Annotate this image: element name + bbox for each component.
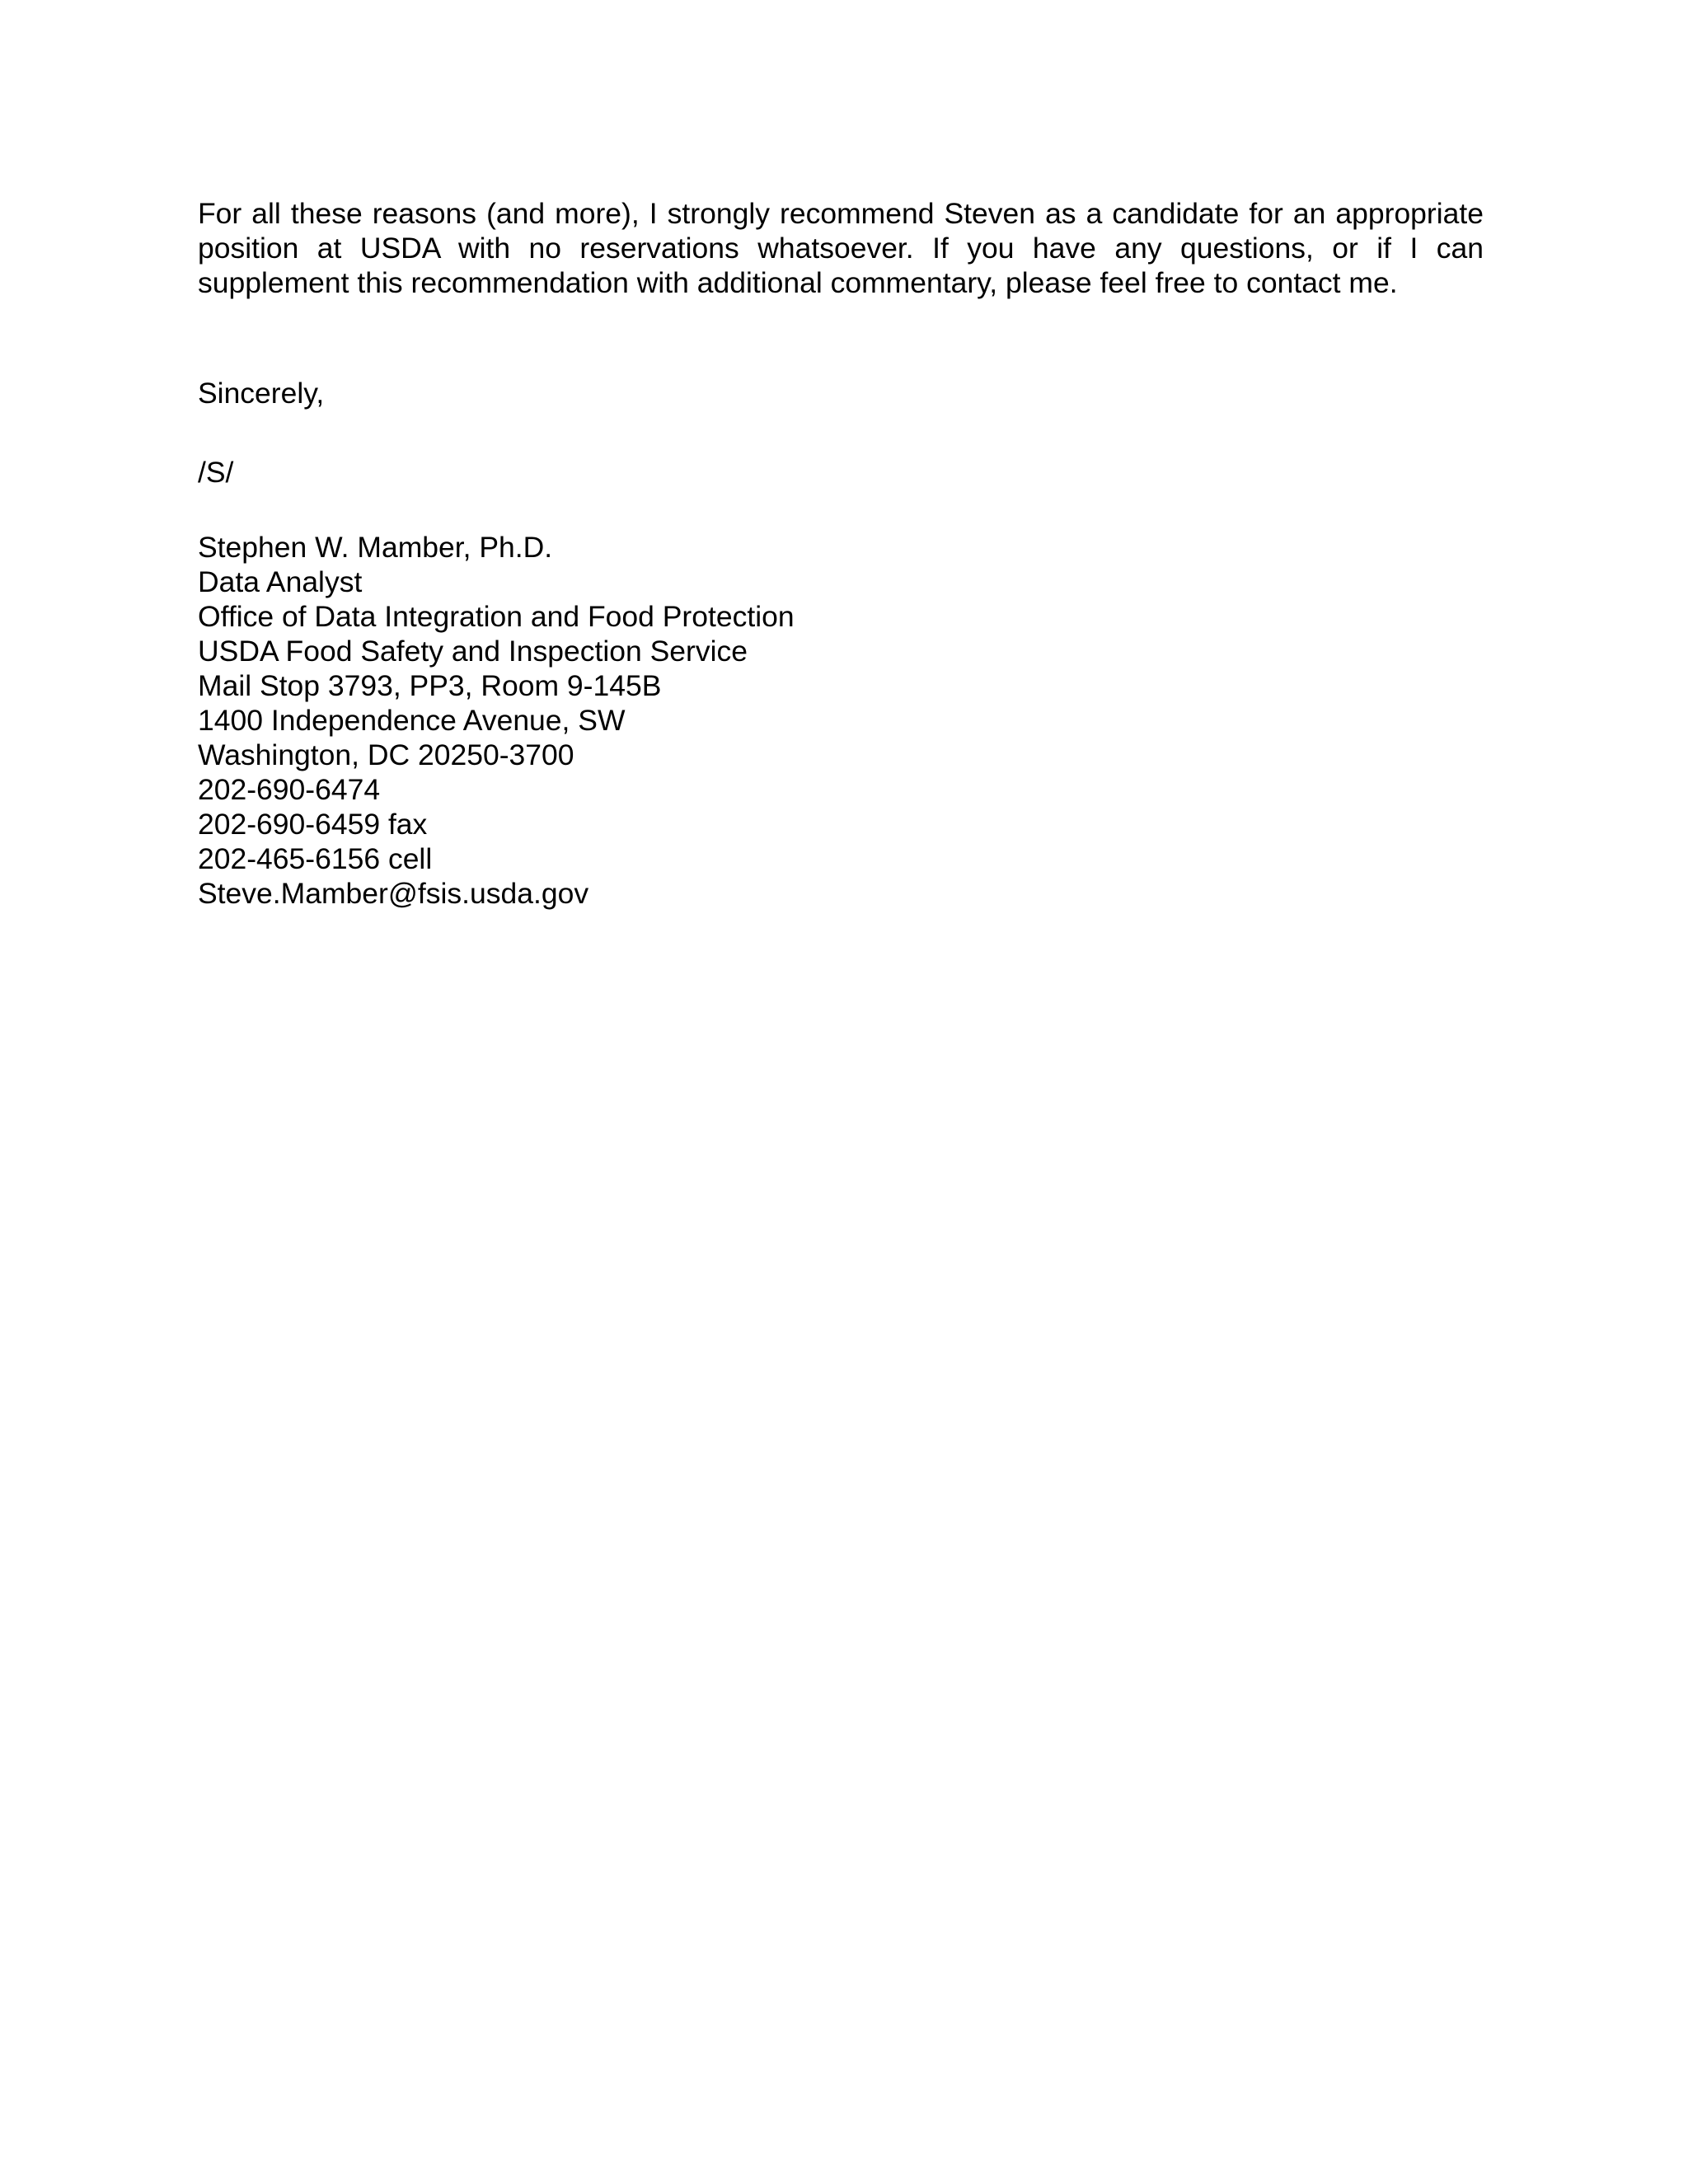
phone-number: 202-690-6474	[198, 773, 381, 806]
signature-mark: /S/	[198, 456, 234, 489]
closing-salutation: Sincerely,	[198, 377, 325, 410]
email-address: Steve.Mamber@fsis.usda.gov	[198, 877, 589, 910]
street-address: 1400 Independence Avenue, SW	[198, 704, 626, 737]
fax-number: 202-690-6459 fax	[198, 808, 428, 841]
signer-agency: USDA Food Safety and Inspection Service	[198, 635, 748, 668]
city-state-zip: Washington, DC 20250-3700	[198, 738, 574, 771]
signature-block	[198, 530, 795, 911]
signer-name: Stephen W. Mamber, Ph.D.	[198, 531, 553, 564]
signer-office: Office of Data Integration and Food Protection	[198, 600, 795, 633]
signer-title: Data Analyst	[198, 565, 363, 598]
mail-stop: Mail Stop 3793, PP3, Room 9-145B	[198, 669, 662, 702]
cell-number: 202-465-6156 cell	[198, 842, 433, 875]
recommendation-paragraph: For all these reasons (and more), I strongly recommend Steven as a candidate for an appropriate position at USDA with no reservations whatsoever. If you have any questions, or if I can supplement this recommendation with additional commentary, please feel free to contact me.	[198, 197, 1484, 299]
